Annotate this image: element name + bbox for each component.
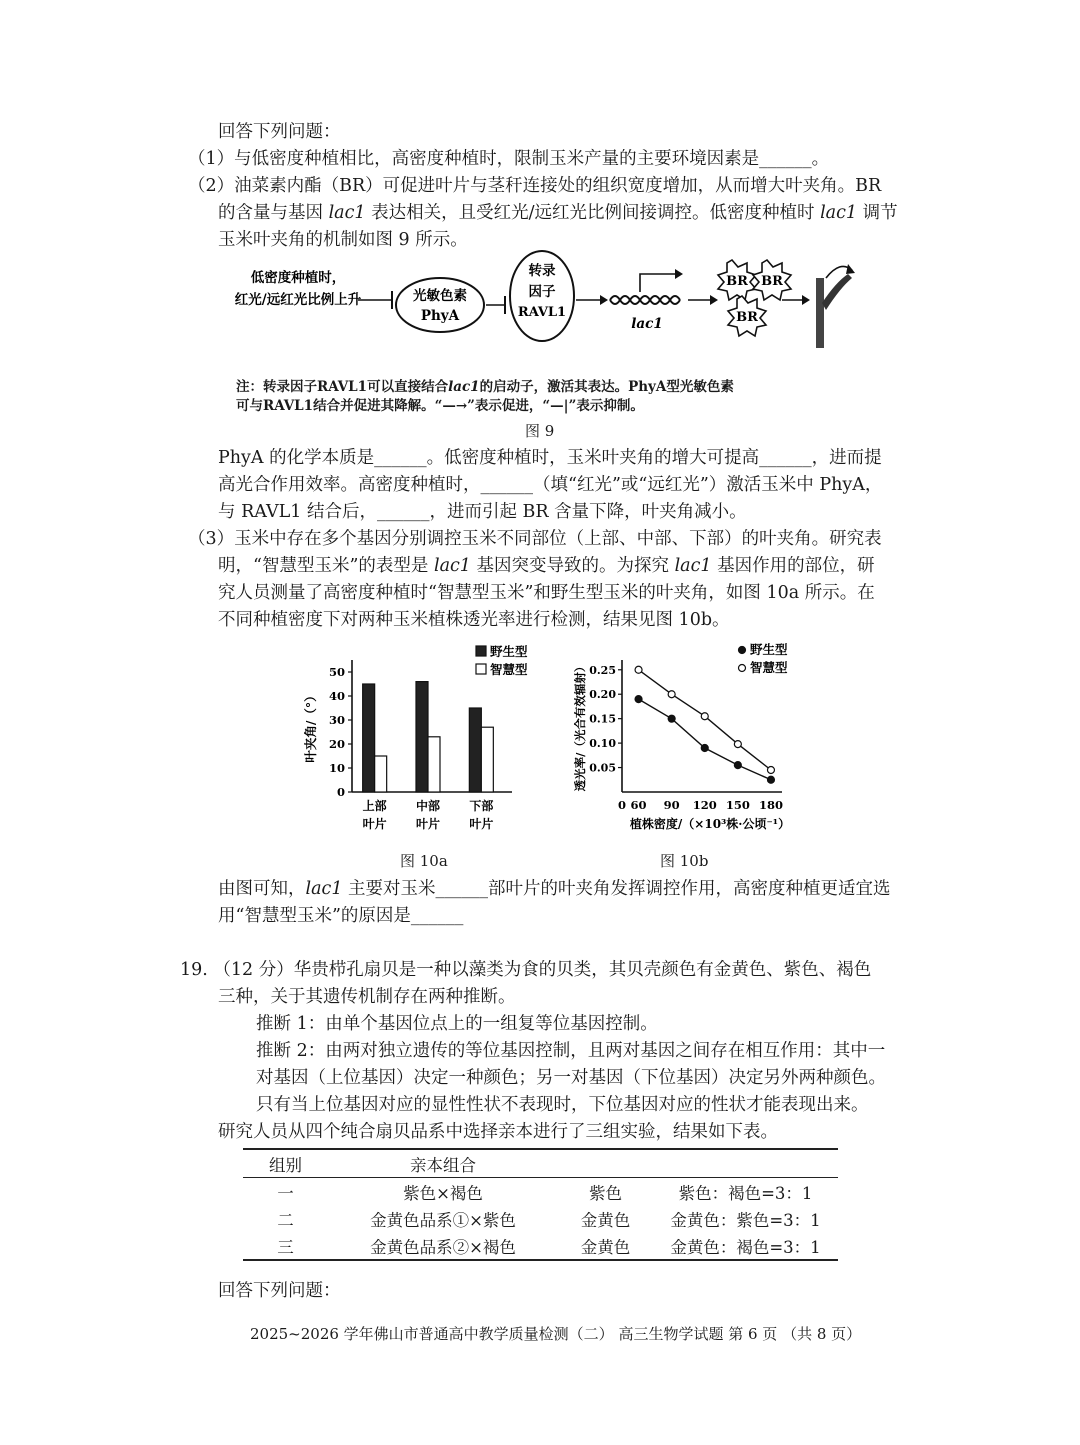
text-span: 注：转录因子RAVL1可以直接结合: [236, 379, 449, 395]
data-point: [767, 776, 774, 783]
text-span: 基因突变导致的。为探究: [470, 556, 675, 576]
figure-10b-line-chart: [570, 640, 810, 845]
figure-9-note-2: 可与RAVL1结合并促进其降解。“—→”表示促进，“—|”表示抑制。: [236, 398, 644, 414]
figure-9-diagram: [210, 248, 870, 358]
figure-9-caption: 图 9: [525, 422, 555, 440]
table-row: [243, 1232, 838, 1260]
y-tick-label: 0.05: [589, 761, 616, 775]
bar-wild-type: [469, 708, 481, 792]
gene-label: lac1: [631, 316, 663, 332]
br-label: BR: [761, 274, 783, 289]
br-label: BR: [736, 310, 758, 325]
y-tick-label: 20: [328, 737, 345, 751]
question-2-fill-1: PhyA 的化学本质是______。低密度种植时，玉米叶夹角的增大可提高______，进而提: [218, 448, 882, 468]
y-tick-label: 0.20: [589, 688, 616, 702]
arrow-head: [675, 269, 683, 279]
data-point: [767, 767, 774, 774]
figure-10a-bar-chart: [300, 640, 540, 845]
y-tick-label: 0.10: [589, 737, 616, 751]
y-tick-label: 40: [328, 689, 345, 703]
legend-label: 智慧型: [490, 662, 528, 677]
legend-label: 野生型: [490, 644, 528, 659]
y-tick-label: 0: [336, 785, 345, 799]
question-3-line-4: 不同种植密度下对两种玉米植株透光率进行检测，结果见图 10b。: [218, 610, 730, 630]
gene-name: lac1: [305, 879, 343, 899]
condition-label-1: 低密度种植时，: [250, 270, 346, 286]
question-19-line-1: 19. （12 分）华贵栉孔扇贝是一种以藻类为食的贝类，其贝壳颜色有金黄色、紫色、褐色: [180, 960, 872, 980]
bar-wild-type: [416, 682, 428, 792]
data-point: [734, 741, 741, 748]
y-tick-label: 0.15: [589, 712, 616, 726]
x-tick-label: 叶片: [415, 817, 441, 831]
table-row: [243, 1205, 838, 1232]
ravl1-label-3: RAVL1: [517, 305, 567, 320]
data-point: [635, 696, 642, 703]
question-3-line-2: [218, 554, 875, 578]
ravl1-label-2: 因子: [528, 284, 556, 300]
data-point: [668, 691, 675, 698]
question-2-fill-2: 高光合作用效率。高密度种植时，______（填“红光”或“远红光”）激活玉米中 PhyA，: [218, 475, 883, 495]
answer-prompt-end: 回答下列问题：: [218, 1281, 341, 1301]
legend-swatch: [476, 664, 486, 674]
y-tick-label: 0.25: [589, 663, 616, 677]
gene-name: lac1: [448, 379, 480, 395]
question-2-fill-3: 与 RAVL1 结合后，______，进而引起 BR 含量下降，叶夹角减小。: [218, 502, 747, 522]
bar-smart-type: [481, 727, 493, 792]
question-3-fill-1: [218, 877, 891, 901]
cell-f2: 紫色：褐色=3：1: [678, 1183, 813, 1203]
promoter-arrow: [640, 274, 675, 292]
bar-smart-type: [428, 737, 440, 792]
legend-swatch: [476, 646, 486, 656]
page-footer: 2025~2026 学年佛山市普通高中教学质量检测（二） 高三生物学试题 第 6 页 （共 8 页）: [250, 1325, 862, 1343]
gene-name: lac1: [820, 203, 858, 223]
y-axis-label: 透光率/（光合有效辐射）: [573, 660, 587, 792]
cell-f1: 紫色: [589, 1183, 622, 1203]
x-tick-label: 叶片: [469, 817, 494, 831]
table-row: [243, 1178, 838, 1206]
x-tick-label: 0: [617, 798, 627, 812]
header-parents: 亲本组合: [410, 1155, 476, 1175]
leaf-angle-icon: [816, 264, 855, 348]
inference-2-line-1: 推断 2：由两对独立遗传的等位基因控制，且两对基因之间存在相互作用：其中一: [256, 1041, 886, 1061]
x-tick-label: 下部: [469, 799, 494, 813]
cell-parents: 金黄色品系②×褐色: [370, 1237, 516, 1257]
text-span: 由图可知，: [218, 879, 306, 899]
y-tick-label: 30: [328, 713, 345, 727]
bar-smart-type: [375, 756, 387, 792]
question-19-line-2: 三种，关于其遗传机制存在两种推断。: [218, 987, 516, 1007]
question-3-fill-2: 用“智慧型玉米”的原因是______: [218, 906, 464, 926]
gene-name: lac1: [433, 556, 471, 576]
y-tick-label: 50: [328, 665, 345, 679]
gene-name: lac1: [328, 203, 366, 223]
question-2-line-2: [218, 201, 898, 225]
text-span: 的启动子，激活其表达。PhyA型光敏色素: [479, 379, 734, 395]
cell-f2: 金黄色：紫色=3：1: [670, 1210, 821, 1230]
x-tick-label: 150: [725, 798, 750, 812]
data-point: [701, 713, 708, 720]
x-axis-label: 植株密度/（×10³株·公顷⁻¹）: [629, 817, 791, 831]
y-tick-label: 10: [328, 761, 345, 775]
header-group: 组别: [269, 1155, 302, 1175]
x-tick-label: 60: [630, 798, 647, 812]
cell-f1: 金黄色: [580, 1210, 631, 1230]
cell-f2: 金黄色：褐色=3：1: [670, 1237, 821, 1257]
inference-2-line-3: 只有当上位基因对应的显性性状不表现时，下位基因对应的性状才能表现出来。: [256, 1095, 869, 1115]
cell-parents: 紫色×褐色: [403, 1183, 483, 1203]
data-point: [701, 745, 708, 752]
bar-wild-type: [363, 684, 375, 792]
table-header-row: [243, 1149, 838, 1178]
legend-marker: [739, 665, 746, 672]
br-label: BR: [726, 274, 748, 289]
answer-prompt: 回答下列问题：: [218, 122, 341, 142]
header-f1: [558, 1149, 653, 1178]
question-2-line-1: （2）油菜素内酯（BR）可促进叶片与茎秆连接处的组织宽度增加，从而增大叶夹角。BR: [188, 176, 882, 196]
legend-marker: [739, 647, 746, 654]
question-3-line-1: （3）玉米中存在多个基因分别调控玉米不同部位（上部、中部、下部）的叶夹角。研究表: [188, 529, 882, 549]
text-span: 调节: [857, 203, 898, 223]
arrow-head: [600, 295, 608, 305]
x-tick-label: 中部: [415, 799, 441, 813]
dna-icon: [610, 296, 680, 304]
text-span: 表达相关，且受红光/远红光比例间接调控。低密度种植时: [365, 203, 821, 223]
legend-label: 野生型: [750, 642, 788, 657]
data-point: [668, 715, 675, 722]
figure-10a-caption: 图 10a: [400, 852, 448, 870]
y-axis-label: 叶夹角/（°）: [303, 689, 318, 763]
question-2-line-3: 玉米叶夹角的机制如图 9 所示。: [218, 230, 468, 250]
cell-group: 三: [277, 1237, 294, 1257]
text-span: 的含量与基因: [218, 203, 329, 223]
header-f2: [653, 1149, 838, 1178]
gene-name: lac1: [674, 556, 712, 576]
phya-label-2: PhyA: [420, 308, 460, 324]
legend-label: 智慧型: [750, 660, 788, 675]
series-line-wild-type: [639, 699, 771, 780]
x-tick-label: 上部: [362, 799, 387, 813]
cell-f1: 金黄色: [580, 1237, 631, 1257]
condition-label-2: 红光/远红光比例上升: [234, 292, 362, 308]
cell-parents: 金黄色品系①×紫色: [370, 1210, 516, 1230]
x-tick-label: 90: [663, 798, 680, 812]
arrow-head: [710, 295, 718, 305]
cell-group: 一: [277, 1183, 294, 1203]
table-intro: 研究人员从四个纯合扇贝品系中选择亲本进行了三组实验，结果如下表。: [218, 1122, 778, 1142]
cell-group: 二: [277, 1210, 294, 1230]
arrow-head: [802, 295, 810, 305]
text-span: 明，“智慧型玉米”的表型是: [218, 556, 434, 576]
text-span: 主要对玉米______部叶片的叶夹角发挥调控作用，高密度种植更适宜选: [342, 879, 891, 899]
phya-label-1: 光敏色素: [413, 288, 467, 304]
ravl1-label-1: 转录: [528, 263, 556, 279]
inference-1: 推断 1：由单个基因位点上的一组复等位基因控制。: [256, 1014, 658, 1034]
data-point: [635, 666, 642, 673]
question-1: （1）与低密度种植相比，高密度种植时，限制玉米产量的主要环境因素是______。: [188, 149, 830, 169]
x-tick-label: 120: [692, 798, 717, 812]
inference-2-line-2: 对基因（上位基因）决定一种颜色；另一对基因（下位基因）决定另外两种颜色。: [256, 1068, 886, 1088]
x-tick-label: 叶片: [362, 817, 387, 831]
data-point: [734, 762, 741, 769]
x-tick-label: 180: [758, 798, 783, 812]
text-span: 基因作用的部位，研: [711, 556, 875, 576]
figure-10b-caption: 图 10b: [660, 852, 709, 870]
question-3-line-3: 究人员测量了高密度种植时“智慧型玉米”和野生型玉米的叶夹角，如图 10a 所示。在: [218, 583, 875, 603]
results-table: [243, 1148, 838, 1261]
